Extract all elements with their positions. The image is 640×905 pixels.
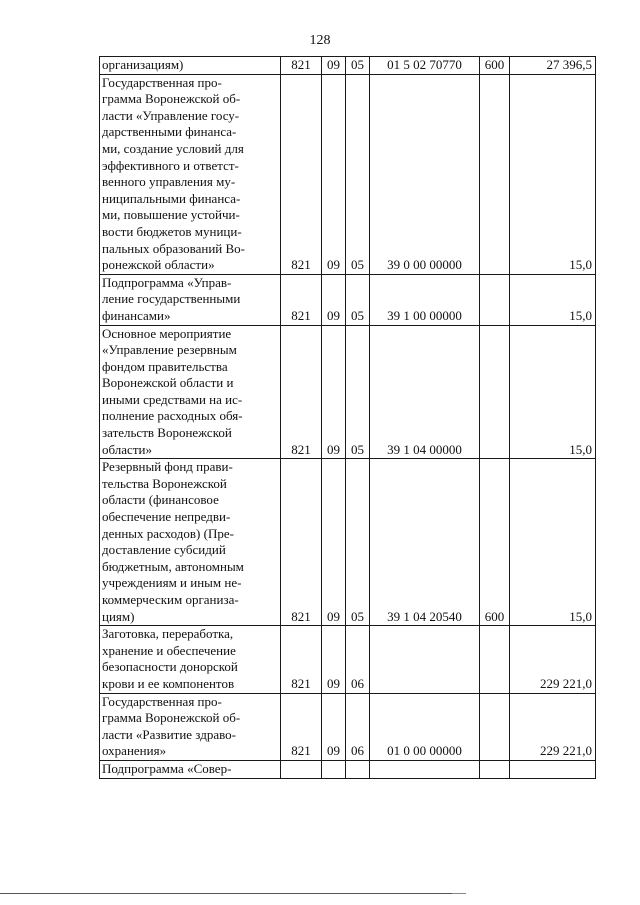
cell-grbs: 821 [281, 325, 322, 459]
name-line: ми, создание условий для [102, 140, 244, 156]
table-row [100, 626, 596, 693]
cell-sum: 15,0 [510, 74, 596, 274]
name-line: Воронежской области и [102, 375, 234, 391]
cell-csr: 01 5 02 70770 [370, 57, 480, 75]
cell-vr [480, 626, 510, 693]
name-line: денных расходов) (Пре- [102, 525, 234, 541]
cell-sum [510, 760, 596, 778]
cell-csr: 01 0 00 00000 [370, 693, 480, 760]
cell-csr [370, 760, 480, 778]
cell-rz: 09 [322, 693, 346, 760]
cell-csr: 39 1 04 20540 [370, 459, 480, 626]
cell-rz: 09 [322, 74, 346, 274]
cell-vr: 600 [480, 459, 510, 626]
name-line: дарственными финанса- [102, 124, 237, 140]
name-line: ление государственными [102, 291, 241, 307]
name-line: Государственная про- [102, 74, 222, 90]
cell-vr [480, 760, 510, 778]
cell-rz: 09 [322, 626, 346, 693]
name-line: организациям) [102, 57, 184, 72]
cell-vr [480, 325, 510, 459]
name-line: тельства Воронежской [102, 475, 227, 491]
name-line: безопасности донорской [102, 659, 238, 675]
name-line: эффективного и ответст- [102, 157, 239, 173]
name-line: полнение расходных обя- [102, 408, 243, 424]
name-line: зательств Воронежской [102, 425, 232, 441]
name-line: Резервный фонд прави- [102, 459, 233, 475]
table-row [100, 74, 596, 274]
cell-pr: 05 [346, 274, 370, 325]
cell-rz: 09 [322, 459, 346, 626]
name-line: вости бюджетов муници- [102, 223, 242, 239]
cell-pr: 06 [346, 693, 370, 760]
cell-vr [480, 74, 510, 274]
name-line: области (финансовое [102, 492, 219, 508]
name-line: Государственная про- [102, 693, 222, 709]
name-line: обеспечение непредви- [102, 509, 231, 525]
cell-grbs: 821 [281, 459, 322, 626]
cell-rz: 09 [322, 325, 346, 459]
cell-grbs: 821 [281, 626, 322, 693]
name-line: крови и ее компонентов [102, 675, 235, 691]
name-line: доставление субсидий [102, 542, 226, 558]
cell-csr: 39 0 00 00000 [370, 74, 480, 274]
name-line: бюджетным, автономным [102, 558, 244, 574]
cell-grbs [281, 760, 322, 778]
cell-rz: 09 [322, 57, 346, 75]
table-row [100, 57, 596, 75]
name-line: финансами» [102, 307, 171, 323]
cell-sum: 15,0 [510, 459, 596, 626]
name-line: грамма Воронежской об- [102, 91, 241, 107]
cell-vr: 600 [480, 57, 510, 75]
page-number: 128 [309, 33, 331, 48]
name-line: Подпрограмма «Управ- [102, 274, 232, 290]
cell-vr [480, 693, 510, 760]
cell-grbs: 821 [281, 693, 322, 760]
cell-rz [322, 760, 346, 778]
name-line: области» [102, 441, 152, 457]
table-row [100, 274, 596, 325]
cell-vr [480, 274, 510, 325]
cell-sum: 229 221,0 [510, 693, 596, 760]
name-line: Заготовка, переработка, [102, 626, 234, 642]
cell-grbs: 821 [281, 57, 322, 75]
name-line: хранение и обеспечение [102, 642, 236, 658]
name-line: фондом правительства [102, 358, 228, 374]
cell-grbs: 821 [281, 274, 322, 325]
cell-name [100, 57, 281, 75]
name-line: венного управления му- [102, 174, 236, 190]
cell-pr: 06 [346, 626, 370, 693]
name-line: Основное мероприятие [102, 325, 232, 341]
cell-grbs: 821 [281, 74, 322, 274]
cell-name [100, 74, 281, 274]
table-row [100, 693, 596, 760]
name-line: Подпрограмма «Совер- [102, 760, 232, 776]
cell-name [100, 760, 281, 778]
cell-name [100, 693, 281, 760]
name-line: учреждениям и иным не- [102, 575, 242, 591]
name-line: ронежской области» [102, 257, 215, 273]
table-row [100, 760, 596, 778]
footer-rule [0, 893, 452, 894]
name-line: охранения» [102, 743, 167, 759]
cell-pr [346, 760, 370, 778]
cell-csr: 39 1 04 00000 [370, 325, 480, 459]
name-line: пальных образований Во- [102, 240, 245, 256]
name-line: ласти «Управление госу- [102, 107, 240, 123]
table-row [100, 325, 596, 459]
name-line: коммерческим организа- [102, 592, 239, 607]
cell-sum: 27 396,5 [510, 57, 596, 75]
name-line: грамма Воронежской об- [102, 710, 241, 726]
cell-csr [370, 626, 480, 693]
cell-pr: 05 [346, 57, 370, 75]
footer-rule-mark [452, 893, 466, 894]
cell-rz: 09 [322, 274, 346, 325]
name-line: циям) [102, 608, 135, 624]
cell-name [100, 325, 281, 459]
cell-pr: 05 [346, 325, 370, 459]
name-line: ласти «Развитие здраво- [102, 726, 236, 742]
cell-pr: 05 [346, 74, 370, 274]
cell-name [100, 274, 281, 325]
name-line: ми, повышение устойчи- [102, 207, 240, 223]
budget-table [99, 56, 596, 779]
table-body [100, 57, 596, 779]
name-line: ниципальными финанса- [102, 190, 241, 206]
cell-sum: 229 221,0 [510, 626, 596, 693]
name-line: иными средствами на ис- [102, 391, 243, 407]
cell-csr: 39 1 00 00000 [370, 274, 480, 325]
cell-sum: 15,0 [510, 274, 596, 325]
cell-name [100, 626, 281, 693]
cell-name [100, 459, 281, 626]
cell-pr: 05 [346, 459, 370, 626]
name-line: «Управление резервным [102, 342, 237, 358]
cell-sum: 15,0 [510, 325, 596, 459]
table-row [100, 459, 596, 626]
